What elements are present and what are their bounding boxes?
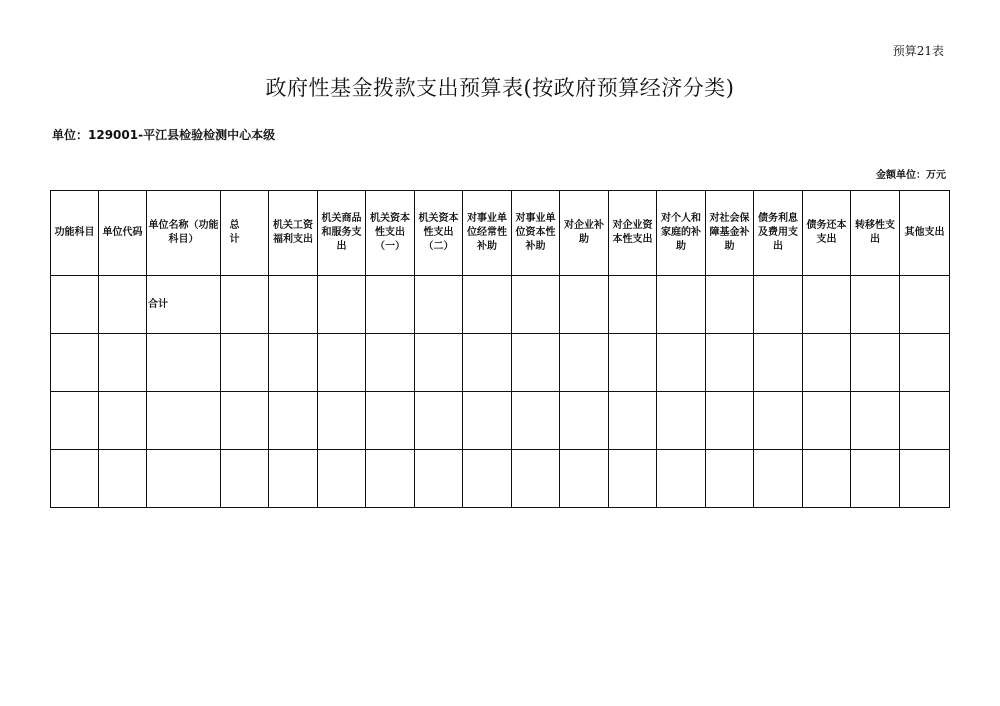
table-cell (851, 450, 900, 508)
col-header: 机关工资福利支出 (269, 191, 318, 276)
table-cell (463, 450, 512, 508)
table-cell (221, 276, 269, 334)
table-cell (706, 276, 754, 334)
table-cell (99, 334, 147, 392)
table-cell (366, 450, 415, 508)
table-cell (754, 450, 803, 508)
table-cell: 合计 (147, 276, 221, 334)
col-header: 对企业资本性支出 (609, 191, 657, 276)
col-header: 机关资本性支出（一） (366, 191, 415, 276)
table-cell (512, 276, 560, 334)
table-cell (900, 450, 950, 508)
table-cell (51, 392, 99, 450)
budget-table (50, 190, 950, 508)
table-cell (269, 334, 318, 392)
form-number: 预算21表 (892, 44, 944, 58)
table-cell (657, 276, 706, 334)
table-body (51, 276, 950, 508)
table-cell (51, 450, 99, 508)
table-cell (269, 450, 318, 508)
table-cell (706, 392, 754, 450)
table-cell (657, 450, 706, 508)
table-cell (147, 450, 221, 508)
table-cell (706, 450, 754, 508)
table-cell (269, 392, 318, 450)
col-header: 其他支出 (900, 191, 950, 276)
table-cell (851, 334, 900, 392)
unit-label: 单位：129001-平江县检验检测中心本级 (52, 128, 276, 142)
table-cell (706, 334, 754, 392)
table-cell (609, 276, 657, 334)
col-header: 对个人和家庭的补助 (657, 191, 706, 276)
table-cell (512, 334, 560, 392)
col-header: 单位代码 (99, 191, 147, 276)
table-cell (754, 334, 803, 392)
table-cell (99, 392, 147, 450)
amount-unit-label: 金额单位：万元 (876, 170, 946, 181)
table-cell (560, 450, 609, 508)
table-cell (99, 450, 147, 508)
col-header: 对事业单位经常性补助 (463, 191, 512, 276)
table-cell (318, 276, 366, 334)
table-cell (803, 276, 851, 334)
table-cell (415, 334, 463, 392)
table-cell (366, 334, 415, 392)
col-header: 机关商品和服务支出 (318, 191, 366, 276)
table-cell (560, 392, 609, 450)
col-header: 功能科目 (51, 191, 99, 276)
table-cell (318, 334, 366, 392)
table-cell (512, 450, 560, 508)
table-cell (900, 276, 950, 334)
col-header: 对事业单位资本性补助 (512, 191, 560, 276)
table-row (51, 276, 950, 334)
col-header: 债务利息及费用支出 (754, 191, 803, 276)
table-cell (221, 450, 269, 508)
table-cell (221, 392, 269, 450)
page-title: 政府性基金拨款支出预算表(按政府预算经济分类) (265, 76, 735, 100)
col-header: 对企业补助 (560, 191, 609, 276)
table-cell (318, 450, 366, 508)
table-cell (415, 450, 463, 508)
table-cell (754, 392, 803, 450)
table-cell (609, 392, 657, 450)
table-cell (560, 334, 609, 392)
table-cell (51, 276, 99, 334)
col-header: 机关资本性支出（二） (415, 191, 463, 276)
table-cell (463, 334, 512, 392)
table-cell (851, 392, 900, 450)
col-header: 对社会保障基金补助 (706, 191, 754, 276)
table-cell (803, 334, 851, 392)
table-cell (560, 276, 609, 334)
table-cell (512, 392, 560, 450)
table-cell (900, 334, 950, 392)
table-cell (269, 276, 318, 334)
table-cell (51, 334, 99, 392)
table-cell (99, 276, 147, 334)
table-cell (366, 392, 415, 450)
table-cell (415, 392, 463, 450)
table-cell (366, 276, 415, 334)
table-cell (415, 276, 463, 334)
col-header: 债务还本支出 (803, 191, 851, 276)
table-cell (609, 334, 657, 392)
table-cell (754, 276, 803, 334)
table-row (51, 450, 950, 508)
table-cell (609, 450, 657, 508)
col-header: 总 计 (221, 191, 269, 276)
table-cell (657, 334, 706, 392)
col-header: 转移性支出 (851, 191, 900, 276)
table-cell (318, 392, 366, 450)
table-cell (147, 392, 221, 450)
table-cell (900, 392, 950, 450)
table-cell (463, 276, 512, 334)
table-cell (463, 392, 512, 450)
table-row (51, 334, 950, 392)
table-cell (803, 450, 851, 508)
col-header: 单位名称（功能科目） (147, 191, 221, 276)
table-cell (147, 334, 221, 392)
table-cell (657, 392, 706, 450)
table-cell (803, 392, 851, 450)
table-header-row (51, 191, 950, 276)
table-cell (851, 276, 900, 334)
table-cell (221, 334, 269, 392)
table-row (51, 392, 950, 450)
